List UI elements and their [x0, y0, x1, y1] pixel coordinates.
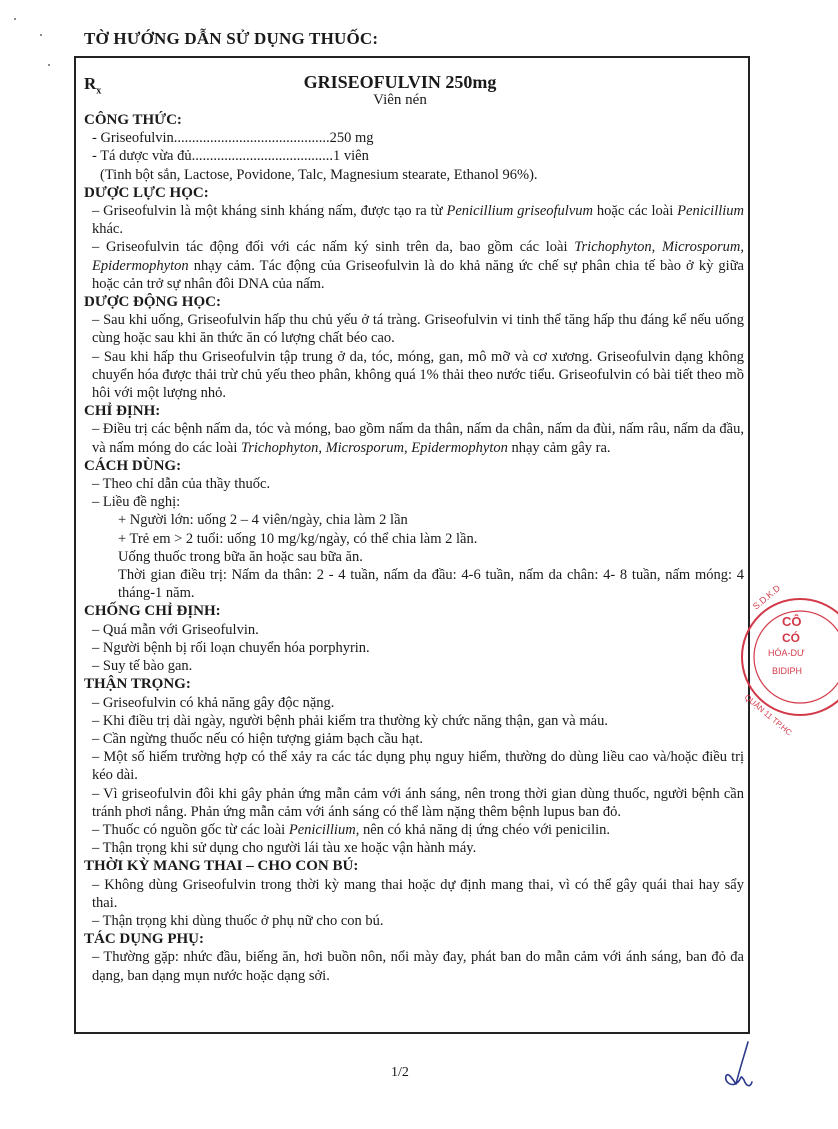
svg-text:S.D.K.D: S.D.K.D — [750, 582, 783, 612]
scan-speck — [14, 18, 16, 20]
precaution-line: – Thuốc có nguồn gốc từ các loài Penicillium, nên có khả năng dị ứng chéo với penicilin. — [92, 821, 610, 838]
section-heading-pharmacodynamics: DƯỢC LỰC HỌC: — [84, 184, 209, 201]
composition-row-active: - Griseofulvin ........................................... 250 mg — [92, 130, 374, 147]
pharmacokinetics-para-1: – Sau khi uống, Griseofulvin hấp thu chủ yếu ở tá tràng. Griseofulvin vi tinh thể tăng hấp thu đáng kể nếu uống cùng hoặc sau khi ăn thức ăn có lượng chất béo cao. — [92, 312, 744, 347]
pregnancy-line: – Thận trọng khi dùng thuốc ở phụ nữ cho con bú. — [92, 912, 384, 929]
precaution-line: – Một số hiếm trường hợp có thể xảy ra các tác dụng phụ nguy hiểm, thường do dùng liều cao và/hoặc điều trị kéo dài. — [92, 749, 744, 784]
section-heading-usage: CÁCH DÙNG: — [84, 457, 182, 474]
composition-row-excipient: - Tá dược vừa đủ ....................................... 1 viên — [92, 148, 369, 165]
contraindication-line: – Quá mẫn với Griseofulvin. — [92, 621, 259, 638]
pregnancy-line: – Không dùng Griseofulvin trong thời kỳ mang thai hoặc dự định mang thai, vì có thể gây quái thai hay sẩy thai. — [92, 876, 744, 911]
svg-text:QUẬN 11 TP.HC: QUẬN 11 TP.HC — [742, 692, 794, 738]
usage-line: – Theo chỉ dẫn của thầy thuốc. — [92, 476, 271, 493]
svg-text:BIDIPH: BIDIPH — [772, 666, 803, 676]
pharmacodynamics-para-1: – Griseofulvin là một kháng sinh kháng nấm, được tạo ra từ Penicillium griseofulvum hoặc các loài Penicillium khác. — [92, 203, 745, 238]
product-title: GRISEOFULVIN 250mg — [303, 72, 497, 92]
usage-line: Uống thuốc trong bữa ăn hoặc sau bữa ăn. — [118, 548, 363, 565]
side-effects-line: – Thường gặp: nhức đầu, biếng ăn, hơi buồn nôn, nổi mày đay, phát ban do mẫn cảm với ánh sáng, ban đỏ đa dạng, ban dạng mụn nước hoặc dạng sởi. — [92, 949, 744, 984]
section-heading-pregnancy: THỜI KỲ MANG THAI – CHO CON BÚ: — [84, 858, 359, 875]
svg-text:HÓA-DƯ: HÓA-DƯ — [768, 648, 805, 658]
usage-line: Thời gian điều trị: Nấm da thân: 2 - 4 tuần, nấm da đầu: 4-6 tuần, nấm da chân: 4- 8 tuần, nấm móng: 4 tháng-1 năm. — [118, 567, 744, 602]
precaution-line: – Khi điều trị dài ngày, người bệnh phải kiểm tra thường kỳ chức năng thận, gan và máu. — [92, 712, 608, 729]
precaution-line: – Griseofulvin có khả năng gây độc nặng. — [92, 694, 335, 711]
scan-speck — [40, 34, 42, 36]
rx-symbol: $R_x$ — [84, 74, 102, 97]
document-heading: TỜ HƯỚNG DẪN SỬ DỤNG THUỐC: — [84, 29, 379, 48]
precaution-line: – Vì griseofulvin đôi khi gây phản ứng mẫn cảm với ánh sáng, nên trong thời gian dùng thuốc, người bệnh cần tránh phơi nắng. Phản ứng mẫn cảm với ánh sáng có thể làm nặng thêm bệnh lupus ban đỏ. — [92, 785, 744, 820]
usage-line: + Người lớn: uống 2 – 4 viên/ngày, chia làm 2 lần — [118, 512, 408, 529]
usage-line: + Trẻ em > 2 tuổi: uống 10 mg/kg/ngày, có thể chia làm 2 lần. — [118, 530, 478, 547]
section-heading-precautions: THẬN TRỌNG: — [84, 676, 191, 693]
pharmacokinetics-para-2: – Sau khi hấp thu Griseofulvin tập trung ở da, tóc, móng, gan, mô mỡ và cơ xương. Griseofulvin dạng không chuyển hóa được thải trừ chủ yếu theo phân, không quá 1% thải theo nước tiểu. Griseofulvin có bài tiết theo mồ hôi với một lượng nhỏ. — [92, 348, 744, 402]
pharmacodynamics-para-2: – Griseofulvin tác động đối với các nấm ký sinh trên da, bao gồm các loài Trichophyton, Microsporum, Epidermophyton nhạy cảm. Tác động của Griseofulvin là do khả năng ức chế sự phân chia tế bào ở kỳ giữa hoặc cản trở sự nhân đôi DNA của nấm. — [92, 239, 744, 292]
contraindication-line: – Suy tế bào gan. — [92, 658, 193, 675]
section-heading-indications: CHỈ ĐỊNH: — [84, 403, 161, 420]
scan-speck — [48, 64, 50, 66]
precaution-line: – Thận trọng khi sử dụng cho người lái tàu xe hoặc vận hành máy. — [92, 840, 477, 857]
company-stamp — [738, 582, 838, 738]
section-heading-contraindications: CHỐNG CHỈ ĐỊNH: — [84, 603, 221, 620]
contraindication-line: – Người bệnh bị rối loạn chuyển hóa porphyrin. — [92, 639, 370, 656]
signature — [718, 1038, 758, 1098]
leaflet-content — [84, 111, 744, 985]
section-heading-composition: CÔNG THỨC: — [84, 112, 182, 128]
svg-text:CÓ: CÓ — [782, 631, 800, 645]
usage-line: – Liều đề nghị: — [92, 494, 181, 511]
excipient-list: (Tinh bột sắn, Lactose, Povidone, Talc, Magnesium stearate, Ethanol 96%). — [100, 166, 538, 183]
dosage-form: Viên nén — [373, 92, 427, 108]
page-number: 1/2 — [391, 1065, 409, 1080]
precaution-line: – Cần ngừng thuốc nếu có hiện tượng giảm bạch cầu hạt. — [92, 730, 424, 747]
section-heading-pharmacokinetics: DƯỢC ĐỘNG HỌC: — [84, 294, 221, 311]
svg-text:CÔ: CÔ — [782, 614, 802, 629]
section-heading-side-effects: TÁC DỤNG PHỤ: — [84, 931, 204, 948]
indications-para: – Điều trị các bệnh nấm da, tóc và móng, bao gồm nấm da thân, nấm da chân, nấm da đùi, nấm râu, nấm da đầu, và nấm móng do các loài Trichophyton, Microsporum, Epidermophyton nhạy cảm gây ra. — [92, 421, 744, 456]
